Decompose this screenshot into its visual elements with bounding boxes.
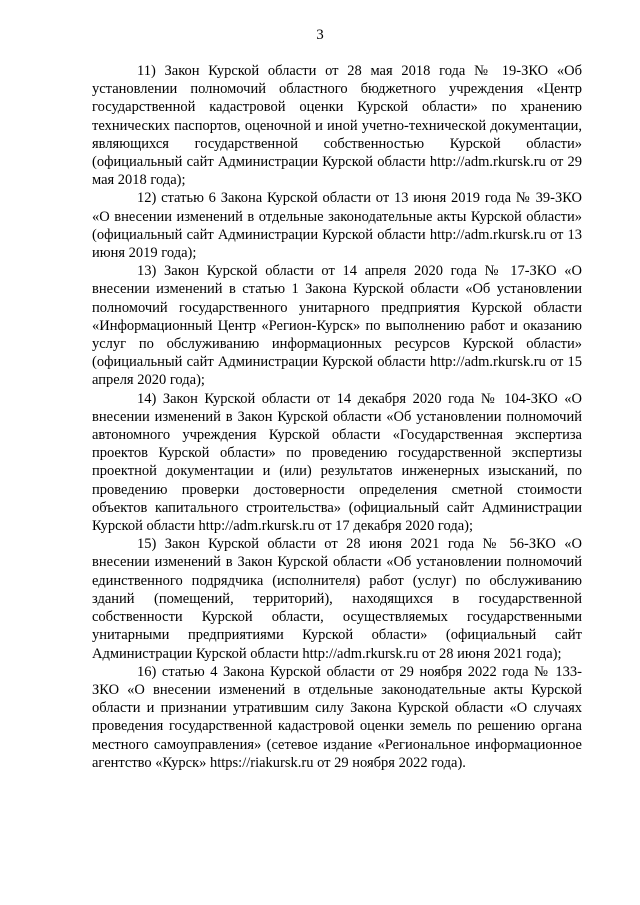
list-item-12: 12) статью 6 Закона Курской области от 13 июня 2019 года № 39-ЗКО «О внесении изменений в отдельные законодательные акты Курской области» (официальный сайт Администрации Курской области http://adm.rkursk.ru от 13 июня 2019 года); [92, 190, 582, 262]
list-item-11: 11) Закон Курской области от 28 мая 2018 года № 19-ЗКО «Об установлении полномочий областного бюджетного учреждения «Центр государственной кадастровой оценки Курской области» по хранению технических паспортов, оценочной и иной учетно-технической документации, являющихся государственной собственностью Курской области» (официальный сайт Администрации Курской области http://adm.rkursk.ru от 29 мая 2018 года); [92, 63, 582, 189]
page-number: 3 [316, 27, 324, 43]
list-item-15: 15) Закон Курской области от 28 июня 2021 года № 56-ЗКО «О внесении изменений в Закон Курской области «Об установлении полномочий единственного подрядчика (исполнителя) работ (услуг) по обслуживанию зданий (помещений, территорий), находящихся в государственной собственности Курской области, осуществляемых государственными унитарными предприятиями Курской области» (официальный сайт Администрации Курской области http://adm.rkursk.ru от 28 июня 2021 года); [92, 536, 582, 662]
document-body [92, 62, 582, 772]
list-item-16: 16) статью 4 Закона Курской области от 29 ноября 2022 года № 133-ЗКО «О внесении изменений в отдельные законодательные акты Курской области и признании утратившим силу Закона Курской области «О случаях проведения государственной кадастровой оценки земель по решению органа местного самоуправления» (сетевое издание «Региональное информационное агентство «Курск» https://riakursk.ru от 29 ноября 2022 года). [92, 663, 582, 771]
list-item-14: 14) Закон Курской области от 14 декабря 2020 года № 104-ЗКО «О внесении изменений в Закон Курской области «Об установлении полномочий автономного учреждения Курской области «Государственная экспертиза проектов Курской области» по проведению государственной экспертизы проектной документации и (или) результатов инженерных изысканий, по проведению проверки достоверности определения сметной стоимости объектов капитального строительства» (официальный сайт Администрации Курской области http://adm.rkursk.ru от 17 декабря 2020 года); [92, 390, 582, 535]
list-item-13: 13) Закон Курской области от 14 апреля 2020 года № 17-ЗКО «О внесении изменений в статью 1 Закона Курской области «Об установлении полномочий государственного унитарного предприятия Курской области «Информационный Центр «Регион-Курск» по выполнению работ и оказанию услуг по обслуживанию информационных ресурсов Курской области» (официальный сайт Администрации Курской области http://adm.rkursk.ru от 15 апреля 2020 года); [92, 263, 582, 389]
